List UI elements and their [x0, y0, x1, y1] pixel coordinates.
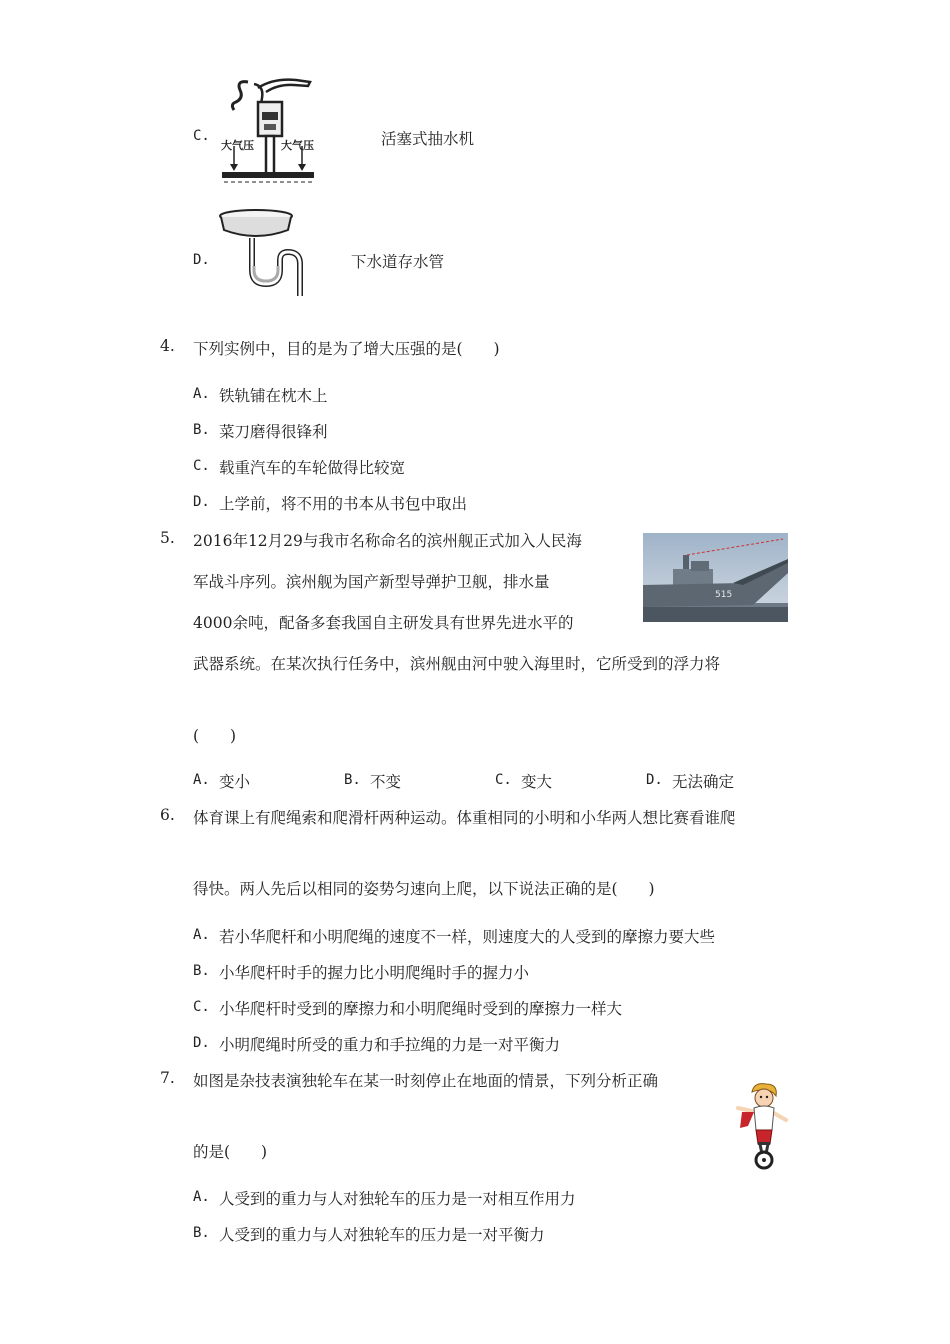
q6-option-c-letter: C. — [193, 999, 210, 1015]
q4-option-d-text: 上学前，将不用的书本从书包中取出 — [219, 495, 468, 513]
q5-option-b-text: 不变 — [370, 773, 402, 791]
q7-line-1: 如图是杂技表演独轮车在某一时刻停止在地面的情景，下列分析正确 — [193, 1072, 659, 1090]
q4-option-c-letter: C. — [193, 458, 210, 474]
q6-line-2: 得快。两人先后以相同的姿势匀速向上爬，以下说法正确的是( ) — [193, 880, 655, 898]
q5-line-1: 2016年12月29与我市名称命名的滨州舰正式加入人民海 — [193, 532, 582, 550]
q7-option-b-letter: B. — [193, 1225, 210, 1241]
q6-option-b-text: 小华爬杆时手的握力比小明爬绳时手的握力小 — [219, 964, 530, 982]
q5-line-3: 4000余吨，配备多套我国自主研发具有世界先进水平的 — [193, 614, 574, 632]
q7-option-a-text: 人受到的重力与人对独轮车的压力是一对相互作用力 — [219, 1190, 576, 1208]
ship-hull-number: 515 — [715, 590, 733, 600]
q3-option-c-text: 活塞式抽水机 — [381, 130, 475, 148]
q7-option-a-letter: A. — [193, 1189, 210, 1205]
q4-option-b-text: 菜刀磨得很锋利 — [219, 423, 328, 441]
q4-stem: 下列实例中，目的是为了增大压强的是( ) — [193, 340, 500, 358]
q6-line-1: 体育课上有爬绳索和爬滑杆两种运动。体重相同的小明和小华两人想比赛看谁爬 — [193, 809, 736, 827]
q5-option-b-letter: B. — [344, 772, 361, 788]
q5-line-5: ( ) — [193, 727, 237, 745]
q6-option-a-letter: A. — [193, 927, 210, 943]
q7-line-2: 的是( ) — [193, 1143, 268, 1161]
atmos-pressure-label-right: 大气压 — [281, 139, 314, 152]
q5-option-c-letter: C. — [495, 772, 512, 788]
q5-line-4: 武器系统。在某次执行任务中，滨州舰由河中驶入海里时，它所受到的浮力将 — [193, 655, 721, 673]
q4-number: 4. — [160, 337, 175, 355]
q3-option-c-letter: C. — [193, 128, 210, 144]
q6-option-c-text: 小华爬杆时受到的摩擦力和小明爬绳时受到的摩擦力一样大 — [219, 1000, 623, 1018]
q7-number: 7. — [160, 1069, 175, 1087]
unicycle-performer-figure — [730, 1082, 792, 1170]
q3-option-d-letter: D. — [193, 252, 210, 268]
q4-option-c-text: 载重汽车的车轮做得比较宽 — [219, 459, 406, 477]
q5-option-d-letter: D. — [646, 772, 663, 788]
q5-option-a-text: 变小 — [219, 773, 251, 791]
warship-photo — [643, 533, 788, 622]
q3-option-d-text: 下水道存水管 — [351, 253, 445, 271]
atmos-pressure-label-left: 大气压 — [221, 139, 254, 152]
q5-number: 5. — [160, 529, 175, 547]
q6-option-d-letter: D. — [193, 1035, 210, 1051]
q5-option-d-text: 无法确定 — [672, 773, 735, 791]
q5-option-a-letter: A. — [193, 772, 210, 788]
piston-pump-figure — [218, 74, 318, 186]
q7-option-b-text: 人受到的重力与人对独轮车的压力是一对平衡力 — [219, 1226, 545, 1244]
q6-option-b-letter: B. — [193, 963, 210, 979]
q4-option-a-text: 铁轨铺在枕木上 — [219, 387, 328, 405]
q4-option-b-letter: B. — [193, 422, 210, 438]
q4-option-d-letter: D. — [193, 494, 210, 510]
sink-trap-figure — [218, 208, 318, 300]
q6-number: 6. — [160, 806, 175, 824]
q6-option-a-text: 若小华爬杆和小明爬绳的速度不一样，则速度大的人受到的摩擦力要大些 — [219, 928, 716, 946]
q6-option-d-text: 小明爬绳时所受的重力和手拉绳的力是一对平衡力 — [219, 1036, 561, 1054]
q5-option-c-text: 变大 — [521, 773, 553, 791]
q4-option-a-letter: A. — [193, 386, 210, 402]
q5-line-2: 军战斗序列。滨州舰为国产新型导弹护卫舰，排水量 — [193, 573, 550, 591]
